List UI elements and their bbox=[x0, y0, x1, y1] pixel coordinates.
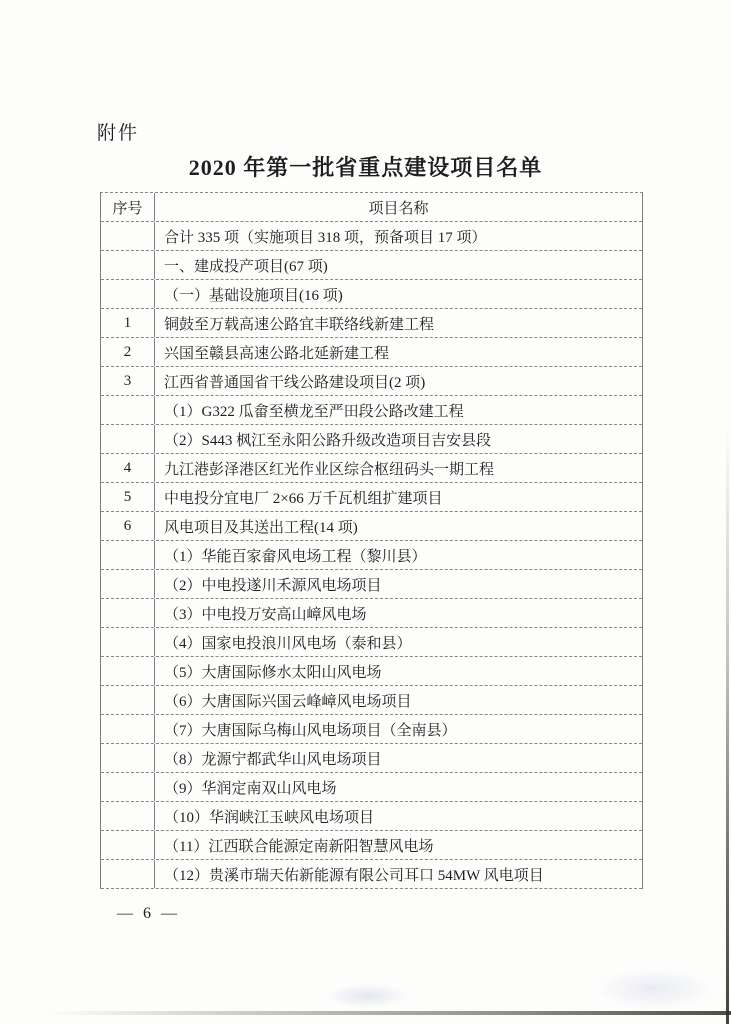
row-project-name: （9）华润定南双山风电场 bbox=[164, 780, 337, 797]
row-serial-number: 5 bbox=[101, 483, 155, 511]
scan-smudge bbox=[325, 984, 410, 1008]
row-project-name: 风电项目及其送出工程(14 项) bbox=[164, 519, 358, 536]
row-serial-number bbox=[101, 599, 155, 627]
table-row bbox=[101, 483, 642, 512]
table-row bbox=[101, 396, 642, 425]
row-serial-number bbox=[101, 773, 155, 801]
row-project-name: （6）大唐国际兴国云峰嶂风电场项目 bbox=[164, 693, 412, 710]
header-serial-number: 序号 bbox=[101, 193, 155, 221]
row-serial-number bbox=[101, 628, 155, 656]
table-row bbox=[101, 512, 642, 541]
row-project-name: 兴国至赣县高速公路北延新建工程 bbox=[164, 345, 390, 362]
row-serial-number bbox=[101, 222, 155, 250]
table-row bbox=[101, 309, 642, 338]
table-row bbox=[101, 367, 642, 396]
row-serial-number: 4 bbox=[101, 454, 155, 482]
row-serial-number bbox=[101, 860, 155, 888]
row-project-name: （3）中电投万安高山嶂风电场 bbox=[164, 606, 367, 623]
table-row bbox=[101, 628, 642, 657]
table-row bbox=[101, 280, 642, 309]
table-row bbox=[101, 831, 642, 860]
row-serial-number bbox=[101, 831, 155, 859]
table-row bbox=[101, 599, 642, 628]
row-serial-number bbox=[101, 744, 155, 772]
row-project-name: （1）G322 瓜畲至横龙至严田段公路改建工程 bbox=[164, 403, 464, 420]
row-serial-number: 2 bbox=[101, 338, 155, 366]
row-project-name: （1）华能百家畲风电场工程（黎川县） bbox=[164, 548, 427, 565]
table-row bbox=[101, 802, 642, 831]
row-project-name: （一）基础设施项目(16 项) bbox=[164, 287, 343, 304]
table-header-row bbox=[101, 193, 642, 222]
page-title: 2020 年第一批省重点建设项目名单 bbox=[188, 155, 543, 180]
table-row bbox=[101, 686, 642, 715]
table-row bbox=[101, 773, 642, 802]
row-serial-number: 1 bbox=[101, 309, 155, 337]
row-project-name: 江西省普通国省干线公路建设项目(2 项) bbox=[164, 374, 426, 391]
row-project-name: （12）贵溪市瑞天佑新能源有限公司耳口 54MW 风电项目 bbox=[164, 867, 544, 884]
scan-smudge bbox=[595, 968, 715, 1010]
row-serial-number bbox=[101, 396, 155, 424]
row-serial-number bbox=[101, 251, 155, 279]
row-project-name: （5）大唐国际修水太阳山风电场 bbox=[164, 664, 382, 681]
row-serial-number: 3 bbox=[101, 367, 155, 395]
table-row bbox=[101, 222, 642, 251]
scan-artifact-bottom-edge bbox=[45, 1011, 731, 1015]
page-number: — 6 — bbox=[117, 905, 180, 922]
table-row bbox=[101, 425, 642, 454]
table-row bbox=[101, 454, 642, 483]
row-project-name: （7）大唐国际乌梅山风电场项目（全南县） bbox=[164, 722, 457, 739]
scan-artifact-right-edge bbox=[726, 425, 729, 1024]
row-project-name: （8）龙源宁都武华山风电场项目 bbox=[164, 751, 382, 768]
row-project-name: 合计 335 项（实施项目 318 项，预备项目 17 项） bbox=[164, 229, 487, 246]
table-row bbox=[101, 541, 642, 570]
row-project-name: （2）S443 枫江至永阳公路升级改造项目吉安县段 bbox=[164, 432, 492, 449]
row-serial-number bbox=[101, 425, 155, 453]
row-project-name: （10）华润峡江玉峡风电场项目 bbox=[164, 809, 375, 826]
table-row bbox=[101, 744, 642, 773]
row-serial-number bbox=[101, 686, 155, 714]
row-serial-number bbox=[101, 280, 155, 308]
row-project-name: （4）国家电投浪川风电场（泰和县） bbox=[164, 635, 412, 652]
row-serial-number: 6 bbox=[101, 512, 155, 540]
table-row bbox=[101, 570, 642, 599]
table-row bbox=[101, 338, 642, 367]
header-project-name: 项目名称 bbox=[368, 200, 429, 217]
row-project-name: （2）中电投遂川禾源风电场项目 bbox=[164, 577, 382, 594]
row-project-name: 铜鼓至万载高速公路宜丰联络线新建工程 bbox=[164, 316, 435, 333]
table-row bbox=[101, 251, 642, 280]
table-body bbox=[101, 222, 642, 889]
row-serial-number bbox=[101, 802, 155, 830]
table-row bbox=[101, 715, 642, 744]
table-row bbox=[101, 657, 642, 686]
attachment-label: 附件 bbox=[97, 123, 140, 144]
row-serial-number bbox=[101, 657, 155, 685]
row-project-name: 中电投分宜电厂 2×66 万千瓦机组扩建项目 bbox=[164, 490, 443, 507]
row-project-name: 一、建成投产项目(67 项) bbox=[164, 258, 328, 275]
row-serial-number bbox=[101, 570, 155, 598]
row-project-name: （11）江西联合能源定南新阳智慧风电场 bbox=[164, 838, 434, 855]
table-row bbox=[101, 860, 642, 889]
projects-table bbox=[100, 192, 643, 889]
row-serial-number bbox=[101, 715, 155, 743]
row-project-name: 九江港彭泽港区红光作业区综合枢纽码头一期工程 bbox=[164, 461, 495, 478]
row-serial-number bbox=[101, 541, 155, 569]
